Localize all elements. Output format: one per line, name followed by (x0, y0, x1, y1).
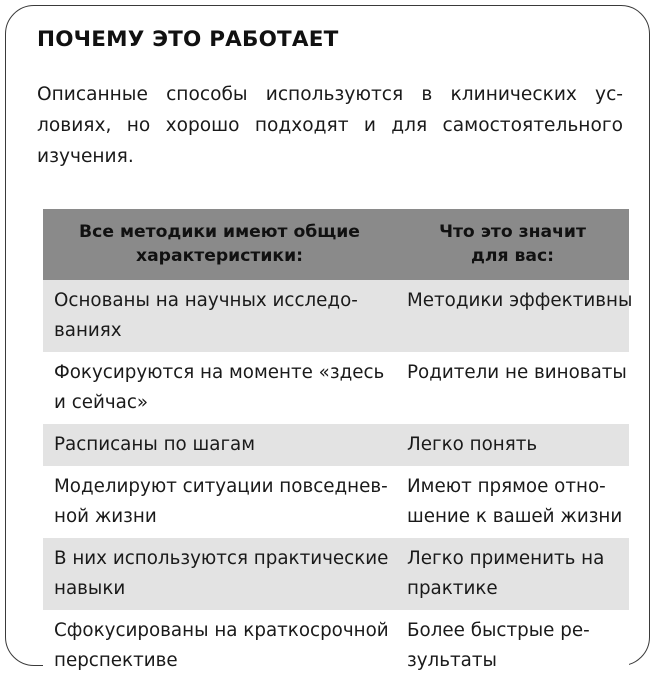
row-characteristic-line-1: Основаны на научных исследо- (54, 290, 358, 311)
column-header-characteristics (43, 209, 396, 280)
table-row (43, 538, 629, 610)
row-characteristic-line-1: Расписаны по шагам (54, 434, 256, 455)
row-meaning-line-1: Легко применить на (407, 548, 605, 569)
row-characteristic-line-2: перспективе (54, 650, 178, 671)
row-characteristic (43, 280, 396, 352)
column-header-characteristics-line-2: характеристики: (136, 246, 303, 266)
column-header-meaning (396, 209, 629, 280)
table-head (43, 209, 629, 280)
row-meaning-line-2: шение к вашей жизни (407, 506, 623, 527)
table-row (43, 424, 629, 466)
row-meaning-line-1: Легко понять (407, 434, 538, 455)
row-characteristic-line-2: и сейчас» (54, 392, 149, 413)
column-header-meaning-line-2: для вас: (470, 246, 555, 266)
row-characteristic (43, 424, 396, 466)
row-meaning (396, 352, 629, 424)
table-row (43, 466, 629, 538)
row-characteristic-line-2: навыки (54, 578, 126, 599)
row-meaning-line-1: Более быстрые ре- (407, 620, 590, 641)
row-characteristic (43, 466, 396, 538)
row-meaning (396, 466, 629, 538)
intro-paragraph (37, 79, 623, 172)
row-characteristic-line-1: В них используются практические (54, 548, 389, 569)
row-meaning (396, 538, 629, 610)
row-meaning-line-1: Родители не виноваты (407, 362, 627, 383)
row-characteristic-line-2: ной жизни (54, 506, 157, 527)
table-body (43, 280, 633, 675)
table-row (43, 352, 629, 424)
characteristics-table (43, 209, 633, 675)
row-characteristic-line-1: Моделируют ситуации повседнев- (54, 476, 388, 497)
row-meaning (396, 424, 629, 466)
row-meaning (396, 610, 629, 675)
row-characteristic-line-1: Сфокусированы на краткосрочной (54, 620, 389, 641)
row-meaning (396, 280, 633, 352)
intro-line-1: Описанные способы используются в клинических ус- (37, 83, 623, 105)
row-characteristic (43, 538, 396, 610)
column-header-characteristics-line-1: Все методики имеют общие (79, 222, 360, 242)
row-meaning-line-2: практике (407, 578, 498, 599)
row-meaning-line-2: зультаты (407, 650, 497, 671)
row-meaning-line-1: Имеют прямое отно- (407, 476, 606, 497)
intro-line-2: ловиях, но хорошо подходят и для самостоятельного (37, 114, 623, 136)
page-title: ПОЧЕМУ ЭТО РАБОТАЕТ (37, 27, 339, 52)
column-header-meaning-line-1: Что это значит (439, 222, 586, 242)
intro-line-3: изучения. (37, 145, 134, 167)
row-characteristic (43, 610, 396, 675)
info-card (5, 5, 650, 671)
table-header-row (43, 209, 629, 280)
row-characteristic (43, 352, 396, 424)
card-content (37, 28, 623, 172)
row-characteristic-line-2: ваниях (54, 320, 122, 341)
table-row (43, 280, 629, 352)
row-characteristic-line-1: Фокусируются на моменте «здесь (54, 362, 385, 383)
row-meaning-line-1: Методики эффективны (407, 290, 633, 311)
table-row (43, 610, 629, 675)
